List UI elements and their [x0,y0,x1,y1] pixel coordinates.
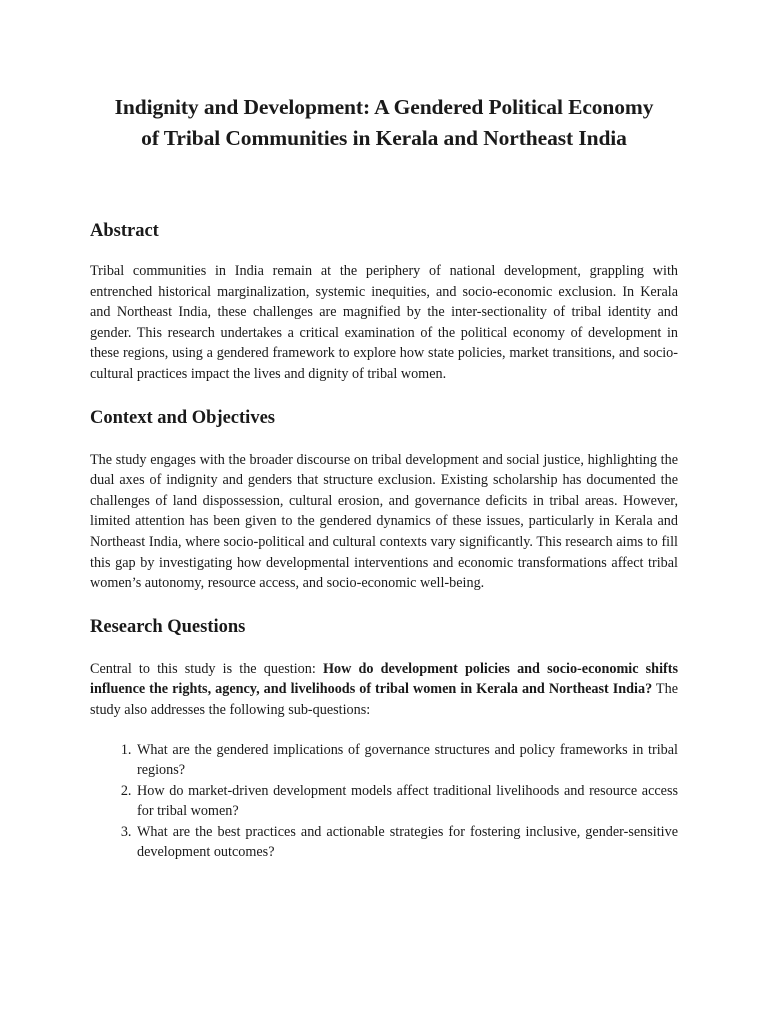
title-line-1: Indignity and Development: A Gendered Political Economy [114,95,654,119]
abstract-heading: Abstract [90,221,159,241]
intro-suffix: The study also addresses the following sub-questions: [90,681,678,718]
research-questions-heading: Research Questions [90,616,246,637]
context-paragraph: The study engages with the broader discourse on tribal development and social justice, highlighting the dual axes of indignity and genders that structure exclusion. Existing scholarship has documented the challenges of land dispossession, cultural erosion, and governance deficits in tribal areas. However, limited attention has been given to the gendered dynamics of these issues, particularly in Kerala and Northeast India, where socio-political and cultural contexts vary significantly. This research aims to fill this gap by investigating how developmental interventions and economic transformations affect tribal women’s autonomy, resource access, and socio-economic well-being. [90,451,678,592]
list-item: 3. What are the best practices and actionable strategies for fostering inclusive, gender-sensitive development outcomes? [135,822,678,862]
sub-questions-list [90,740,678,862]
abstract-paragraph: Tribal communities in India remain at the periphery of national development, grappling with entrenched historical marginalization, systemic inequities, and socio-economic exclusion. In Kerala and Northeast India, these challenges are magnified by the inter-sectionality of tribal identity and gender. This research undertakes a critical examination of the political economy of development in these regions, using a gendered framework to explore how state policies, market transitions, and socio-cultural practices impact the lives and dignity of tribal women. [90,263,678,382]
research-questions-intro [90,659,678,721]
document-page [90,0,678,863]
title-line-2: of Tribal Communities in Kerala and Northeast India [141,126,627,150]
intro-prefix: Central to this study is the question: [90,660,323,677]
list-item: 1. What are the gendered implications of governance structures and policy frameworks in tribal regions? [135,740,678,780]
list-item: 2. How do market-driven development models affect traditional livelihoods and resource access for tribal women? [135,781,678,821]
document-title [90,92,678,154]
central-question: How do development policies and socio-economic shifts influence the rights, agency, and livelihoods of tribal women in Kerala and Northeast India? [90,660,678,698]
context-heading: Context and Objectives [90,407,275,428]
